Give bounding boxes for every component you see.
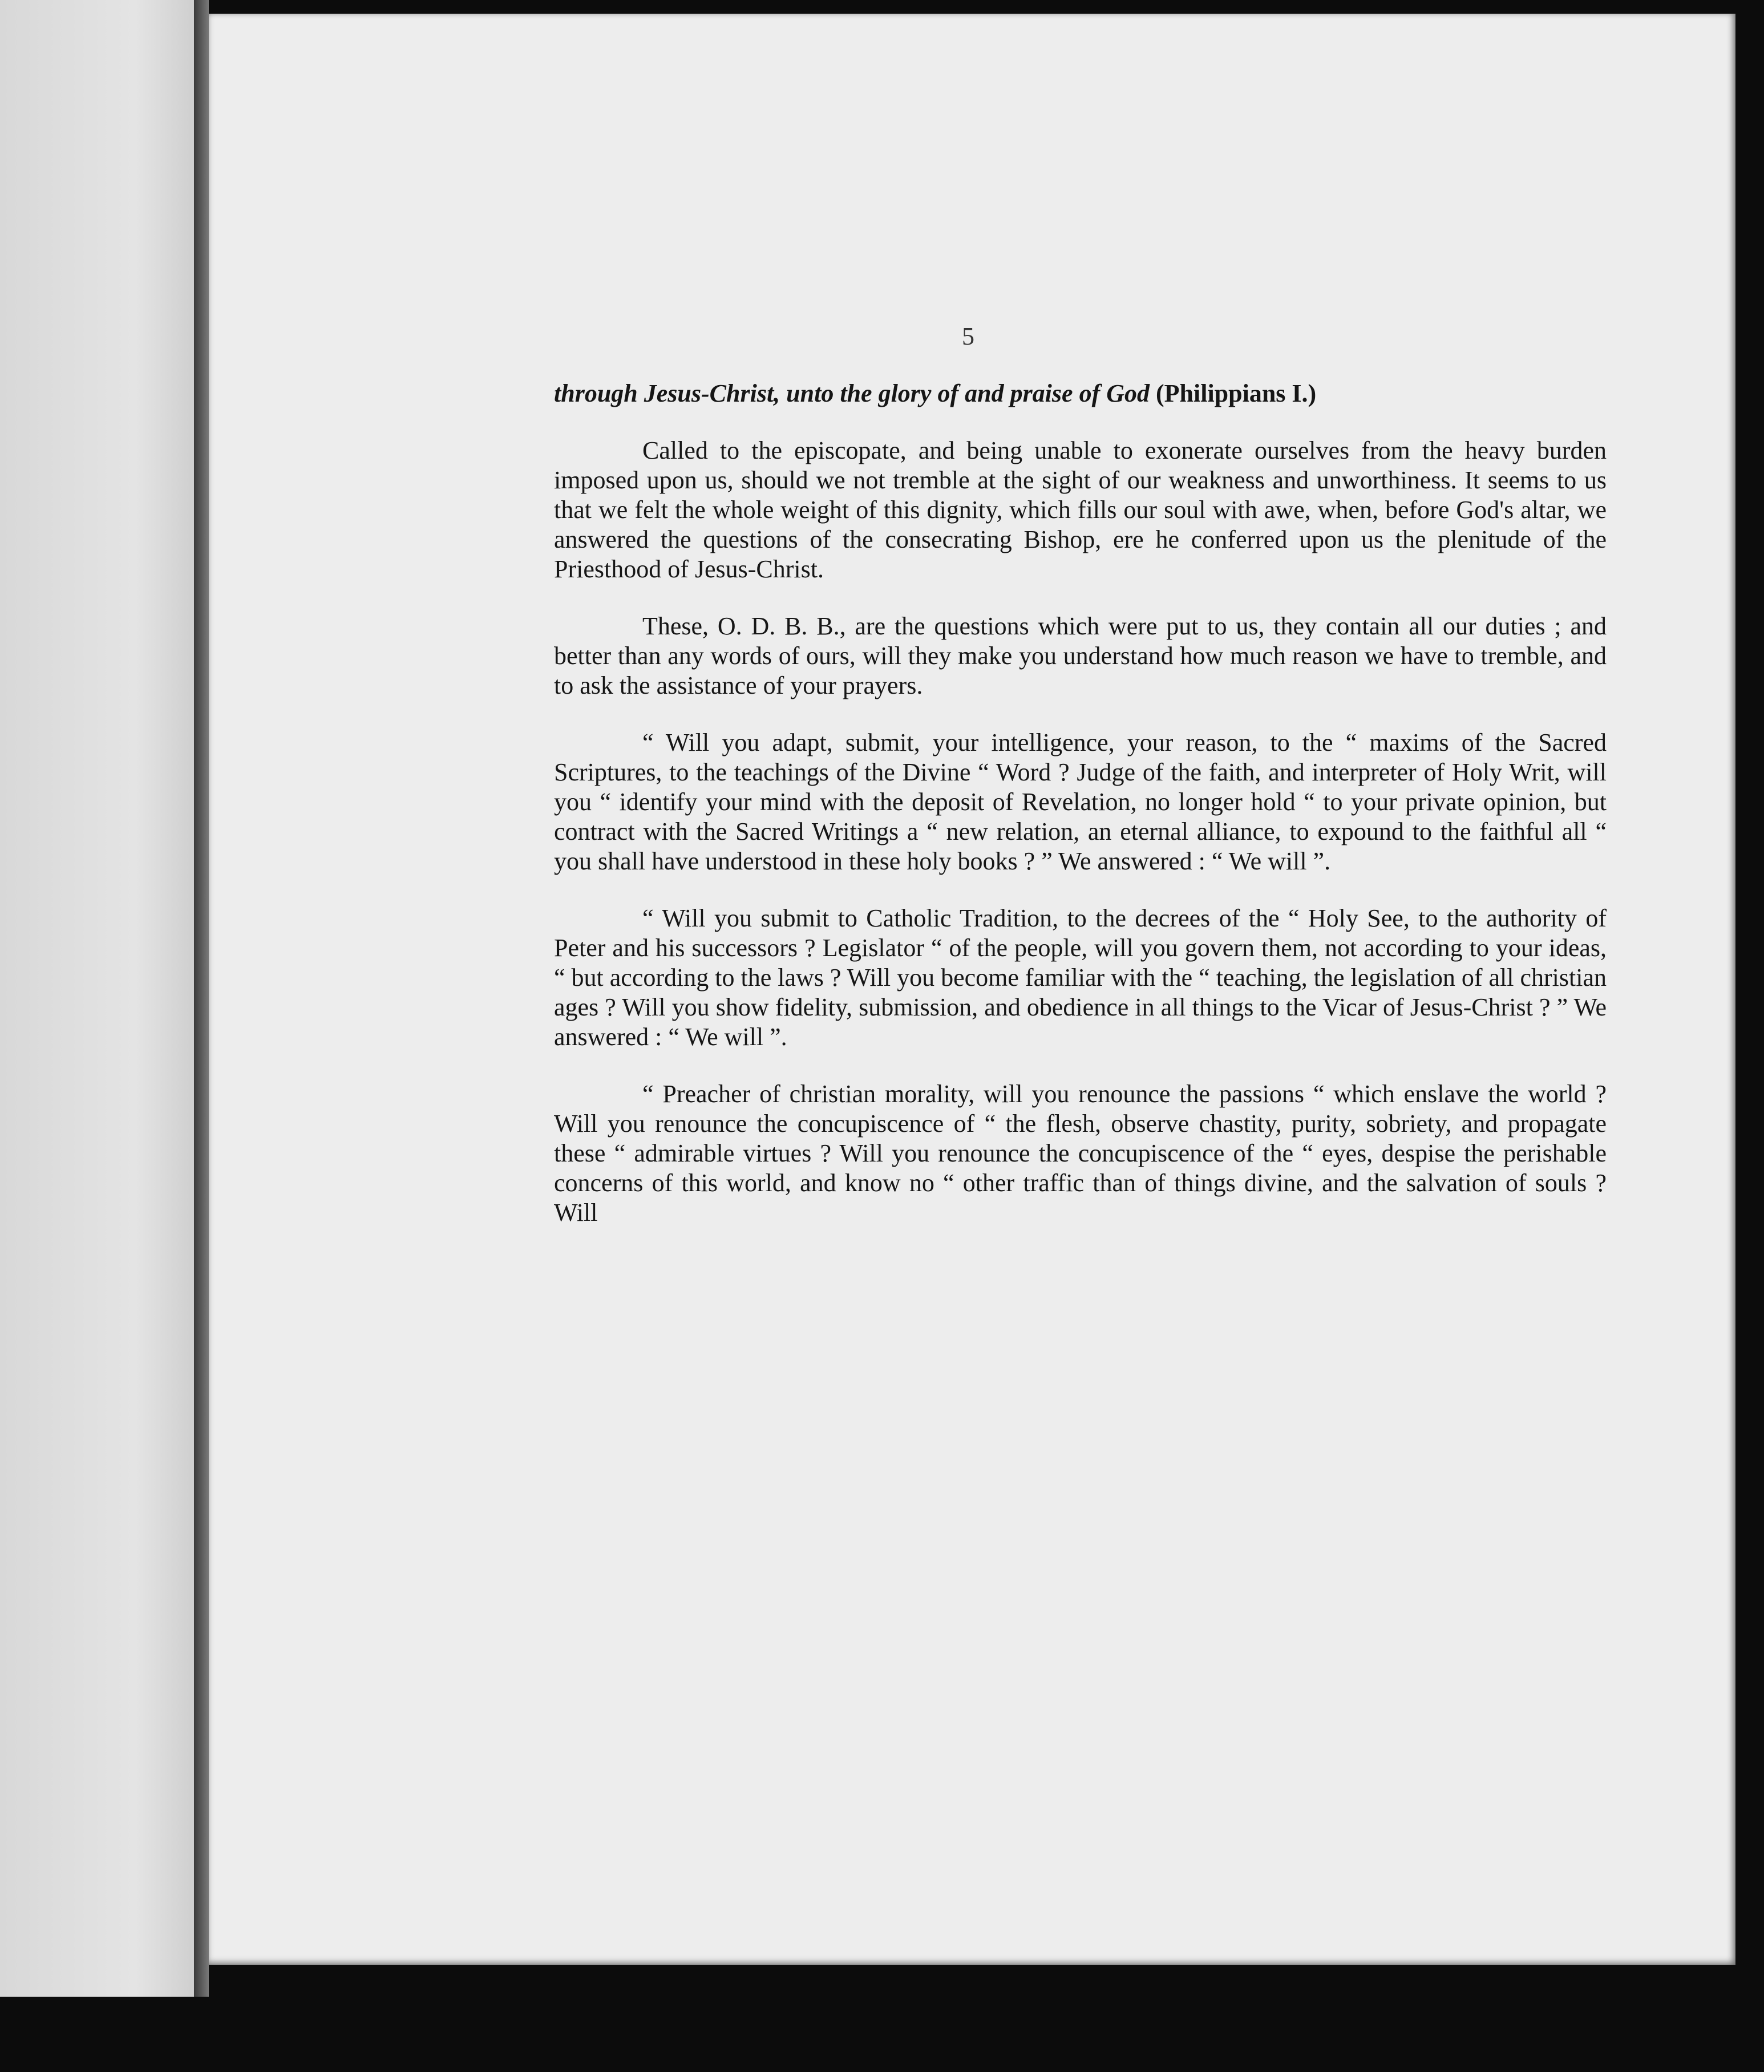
quote-morality: “ Preacher of christian morality, will you renounce the passions “ which enslave the world ? Will you renounce the concupiscence of “ the flesh, observe chastity, purity, sobriety, and propagate these “ admirable virtues ? Will you renounce the concupiscence of the “ eyes, despise the perishable concerns of this world, and know no “ other traffic than of things divine, and the salvation of souls ? Will [554,1080,1607,1227]
page-sheet [209,14,1735,1965]
quote-tradition: “ Will you submit to Catholic Tradition, to the decrees of the “ Holy See, to the authority of Peter and his successors ? Legislator “ of the people, will you govern them, not according to your ideas, “ but according to the laws ? Will you become familiar with the “ teaching, the legislation of all christian ages ? Will you show fidelity, submission, and obedience in all things to the Vicar of Jesus-Christ ? ” We answered : “ We will ”. [554,904,1607,1051]
left-page-edge [0,0,194,1997]
book-gutter [194,0,209,1997]
quote-scriptures: “ Will you adapt, submit, your intelligence, your reason, to the “ maxims of the Sacred Scriptures, to the teachings of the Divine “ Word ? Judge of the faith, and interpreter of Holy Writ, will you “ identify your mind with the deposit of Revelation, no longer hold “ to your private opinion, but contract with the Sacred Writings a “ new relation, an eternal alliance, to expound to the faithful all “ you shall have understood in these holy books ? ” We answered : “ We will ”. [554,729,1607,875]
body-text [554,379,1607,1255]
paragraph-questions: These, O. D. B. B., are the questions which were put to us, they contain all our duties ; and better than any words of ours, will they make you understand how much reason we have to tremble, and to ask the assistance of your prayers. [554,612,1607,699]
paragraph-episcopate: Called to the episcopate, and being unable to exonerate ourselves from the heavy burden imposed upon us, should we not tremble at the sight of our weakness and unworthiness. It seems to us that we felt the whole weight of this dignity, which fills our soul with awe, when, before God's altar, we answered the questions of the consecrating Bishop, ere he conferred upon us the plenitude of the Priesthood of Jesus-Christ. [554,436,1607,583]
opening-italic: through Jesus-Christ, unto the glory of and praise of God [554,379,1150,407]
opening-line [554,379,1607,408]
page-number: 5 [962,322,974,350]
opening-reference: (Philippians I.) [1150,379,1317,407]
